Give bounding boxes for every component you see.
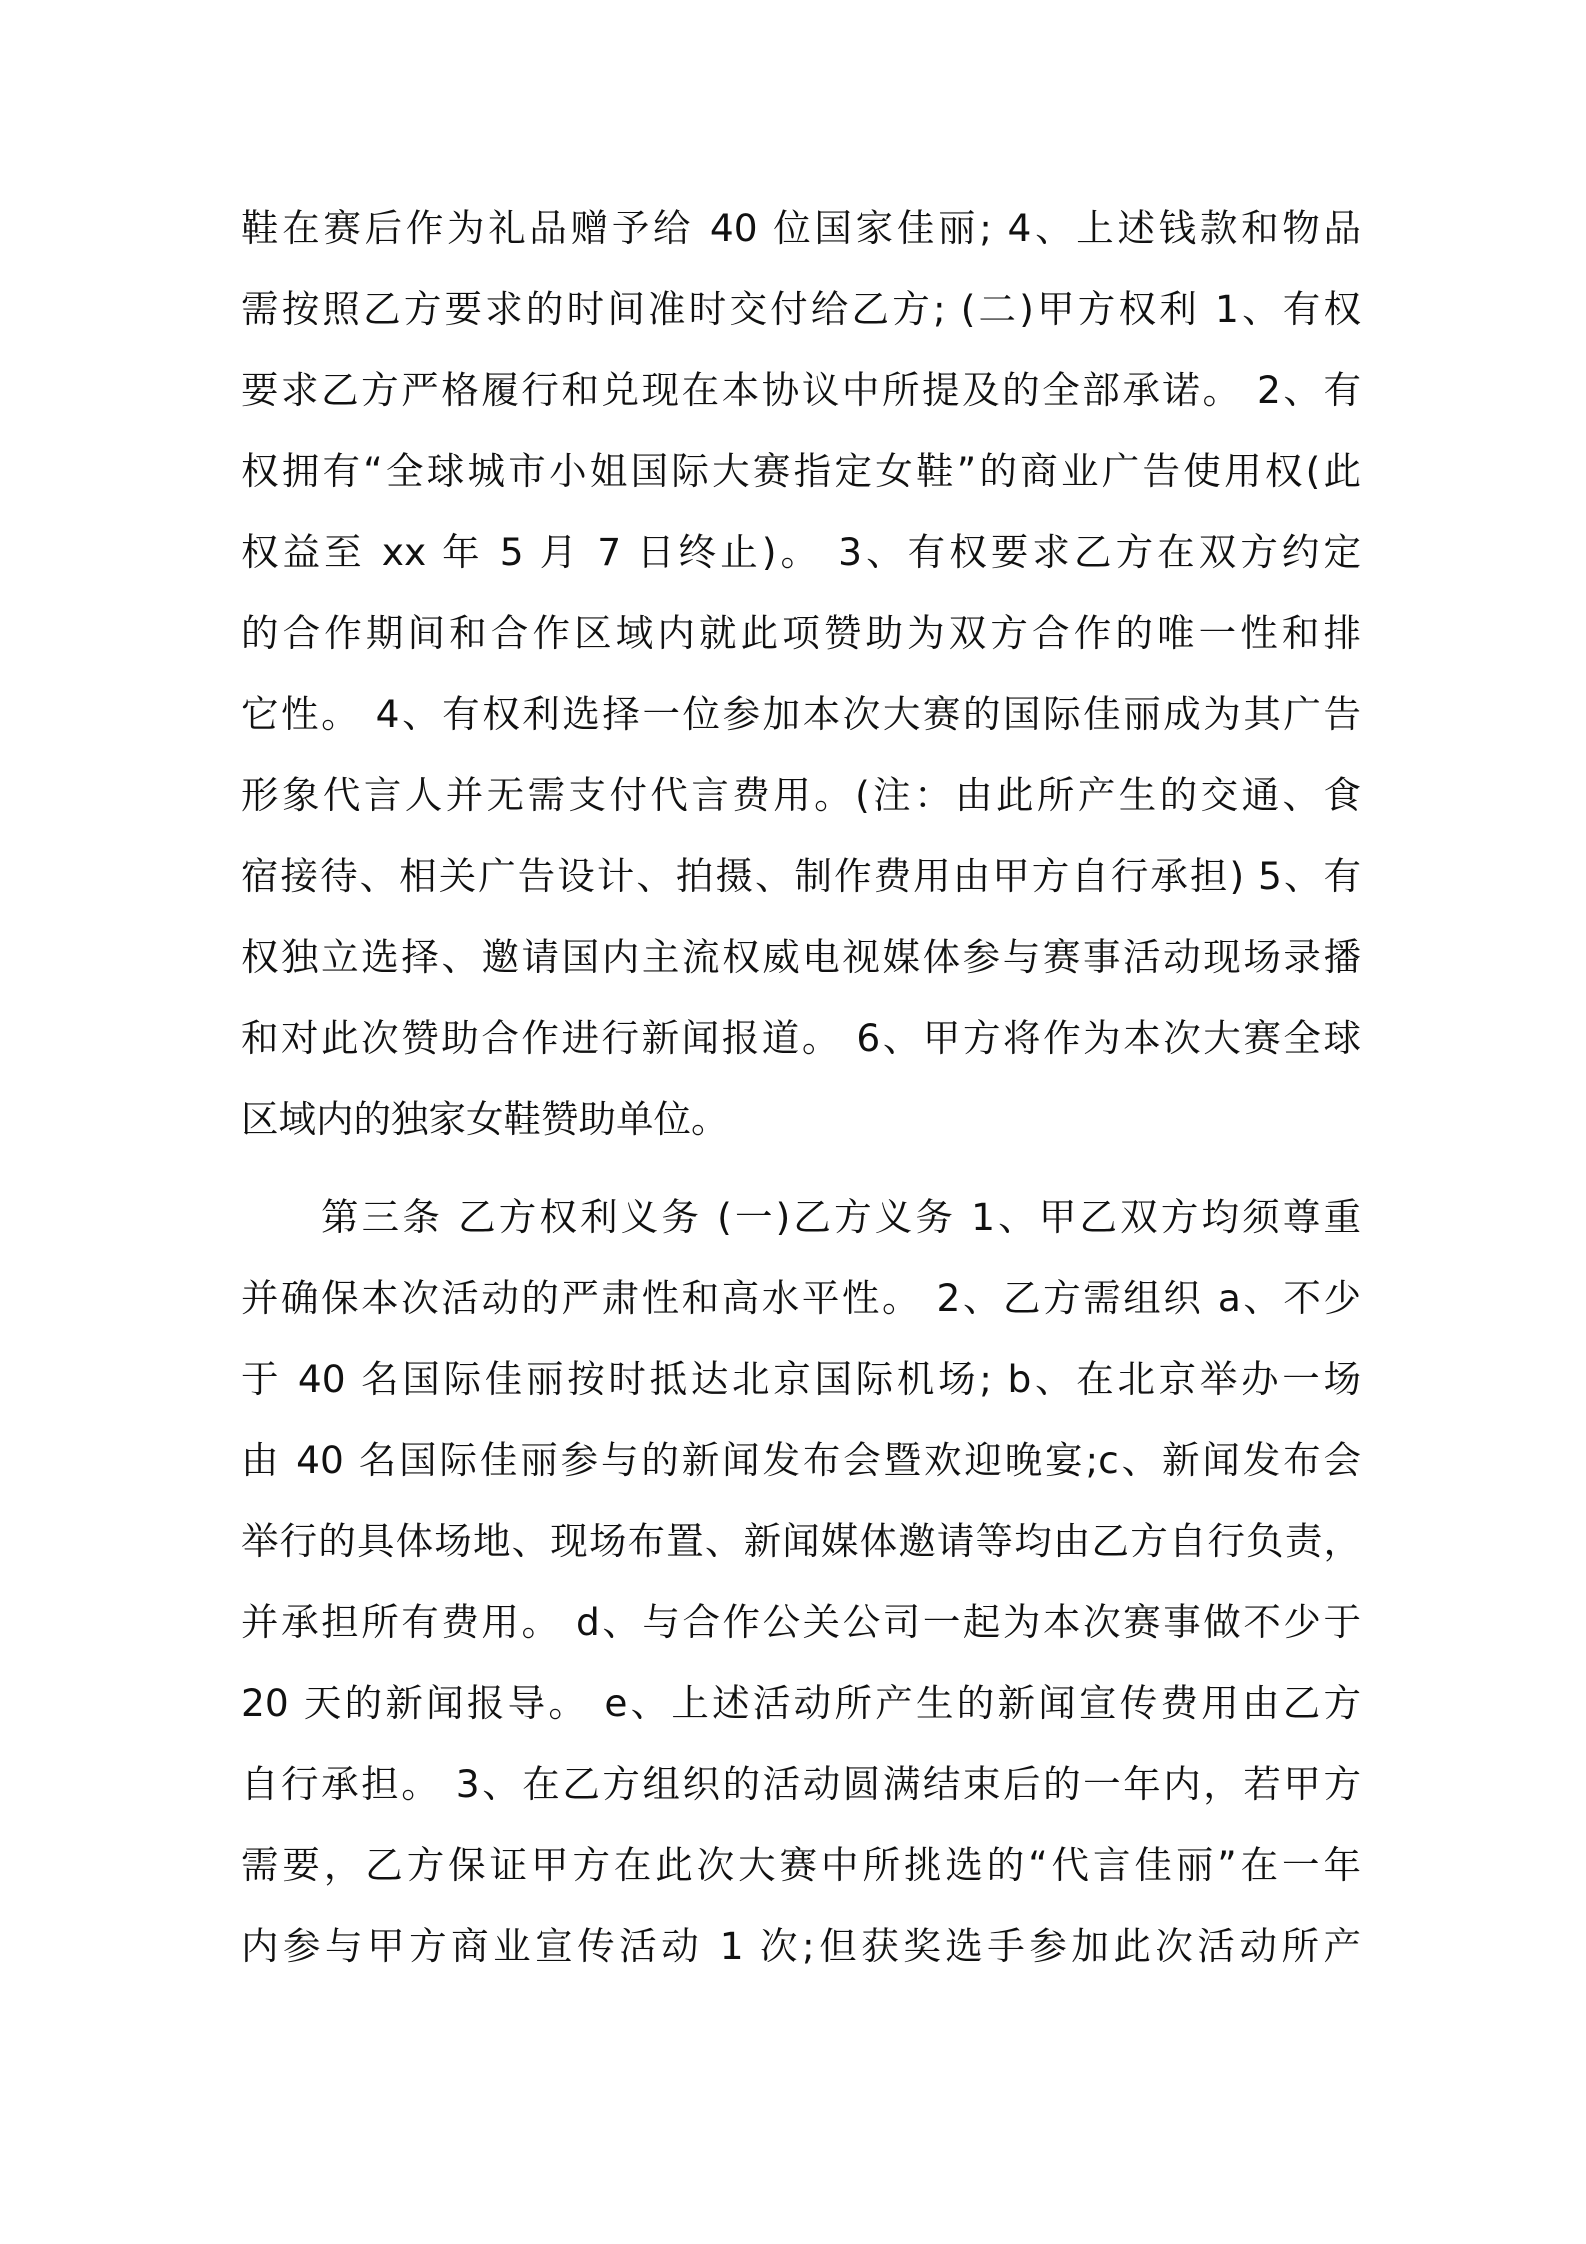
text-line: 权独立选择、邀请国内主流权威电视媒体参与赛事活动现场录播: [241, 935, 1361, 979]
text-line: 鞋在赛后作为礼品赠予给 40 位国家佳丽; 4、上述钱款和物品: [241, 206, 1361, 250]
text-line: 第三条 乙方权利义务 (一)乙方义务 1、甲乙双方均须尊重: [321, 1195, 1361, 1239]
paragraph-article-three: [241, 1177, 1361, 1987]
text-line: 权益至 xx 年 5 月 7 日终止)。 3、有权要求乙方在双方约定: [241, 530, 1361, 574]
paragraph-party-a-rights: [241, 188, 1361, 1160]
text-line: 需按照乙方要求的时间准时交付给乙方; (二)甲方权利 1、有权: [241, 287, 1361, 331]
text-line: 内参与甲方商业宣传活动 1 次;但获奖选手参加此次活动所产: [241, 1924, 1361, 1968]
text-line: 于 40 名国际佳丽按时抵达北京国际机场; b、在北京举办一场: [241, 1357, 1361, 1401]
text-line: 它性。 4、有权利选择一位参加本次大赛的国际佳丽成为其广告: [241, 692, 1361, 736]
text-line: 区域内的独家女鞋赞助单位。: [241, 1097, 729, 1141]
text-line: 并确保本次活动的严肃性和高水平性。 2、乙方需组织 a、不少: [241, 1276, 1361, 1320]
text-line: 的合作期间和合作区域内就此项赞助为双方合作的唯一性和排: [241, 611, 1361, 655]
text-line: 形象代言人并无需支付代言费用。(注：由此所产生的交通、食: [241, 773, 1361, 817]
text-line: 权拥有“全球城市小姐国际大赛指定女鞋”的商业广告使用权(此: [241, 449, 1361, 493]
text-line: 和对此次赞助合作进行新闻报道。 6、甲方将作为本次大赛全球: [241, 1016, 1361, 1060]
text-line: 20 天的新闻报导。 e、上述活动所产生的新闻宣传费用由乙方: [241, 1681, 1361, 1725]
text-line: 要求乙方严格履行和兑现在本协议中所提及的全部承诺。 2、有: [241, 368, 1361, 412]
text-line: 由 40 名国际佳丽参与的新闻发布会暨欢迎晚宴;c、新闻发布会: [241, 1438, 1361, 1482]
text-line: 宿接待、相关广告设计、拍摄、制作费用由甲方自行承担) 5、有: [241, 854, 1361, 898]
text-line: 举行的具体场地、现场布置、新闻媒体邀请等均由乙方自行负责，: [241, 1519, 1361, 1563]
text-line: 需要，乙方保证甲方在此次大赛中所挑选的“代言佳丽”在一年: [241, 1843, 1361, 1887]
text-line: 自行承担。 3、在乙方组织的活动圆满结束后的一年内，若甲方: [241, 1762, 1361, 1806]
text-line: 并承担所有费用。 d、与合作公关公司一起为本次赛事做不少于: [241, 1600, 1361, 1644]
